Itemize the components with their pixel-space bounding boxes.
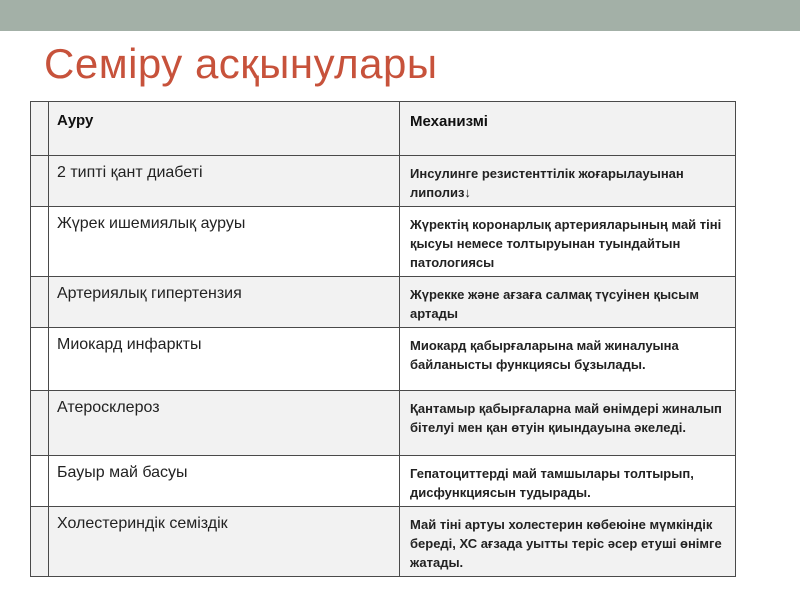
lead-cell [31,328,49,391]
mechanism-cell: Май тіні артуы холестерин көбеюіне мүмкіндік береді, ХС ағзада уытты теріс әсер етуші өнімге жатады. [400,507,736,577]
header-mechanism: Механизмі [400,102,736,156]
lead-cell [31,102,49,156]
mechanism-cell: Қантамыр қабырғаларна май өнімдері жиналып бітелуі мен қан өтуін қиындауына әкеледі. [400,391,736,456]
mechanism-cell: Миокард қабырғаларына май жиналуына байланысты функциясы бұзылады. [400,328,736,391]
lead-cell [31,207,49,277]
disease-cell: Атеросклероз [49,391,400,456]
table-row [31,507,736,577]
complications-table [30,101,736,577]
table-row [31,156,736,207]
lead-cell [31,277,49,328]
lead-cell [31,391,49,456]
lead-cell [31,456,49,507]
top-bar [0,0,800,31]
disease-cell: Холестериндік семіздік [49,507,400,577]
table-row [31,277,736,328]
mechanism-cell: Жүрекке және ағзаға салмақ түсуінен қысым артады [400,277,736,328]
disease-cell: Бауыр май басуы [49,456,400,507]
disease-cell: 2 типті қант диабеті [49,156,400,207]
disease-cell: Артериялық гипертензия [49,277,400,328]
header-disease: Ауру [49,102,400,156]
table-row [31,207,736,277]
table-row [31,391,736,456]
table-row [31,328,736,391]
lead-cell [31,507,49,577]
mechanism-cell: Гепатоциттерді май тамшылары толтырып, дисфункциясын тудырады. [400,456,736,507]
disease-cell: Жүрек ишемиялық ауруы [49,207,400,277]
mechanism-cell: Жүректің коронарлық артерияларының май тіні қысуы немесе толтыруынан туындайтын патологиясы [400,207,736,277]
mechanism-cell: Инсулинге резистенттілік жоғарылауынан липолиз↓ [400,156,736,207]
table-header-row [31,102,736,156]
slide-title: Семіру асқынулары [44,40,438,87]
table-row [31,456,736,507]
lead-cell [31,156,49,207]
disease-cell: Миокард инфаркты [49,328,400,391]
